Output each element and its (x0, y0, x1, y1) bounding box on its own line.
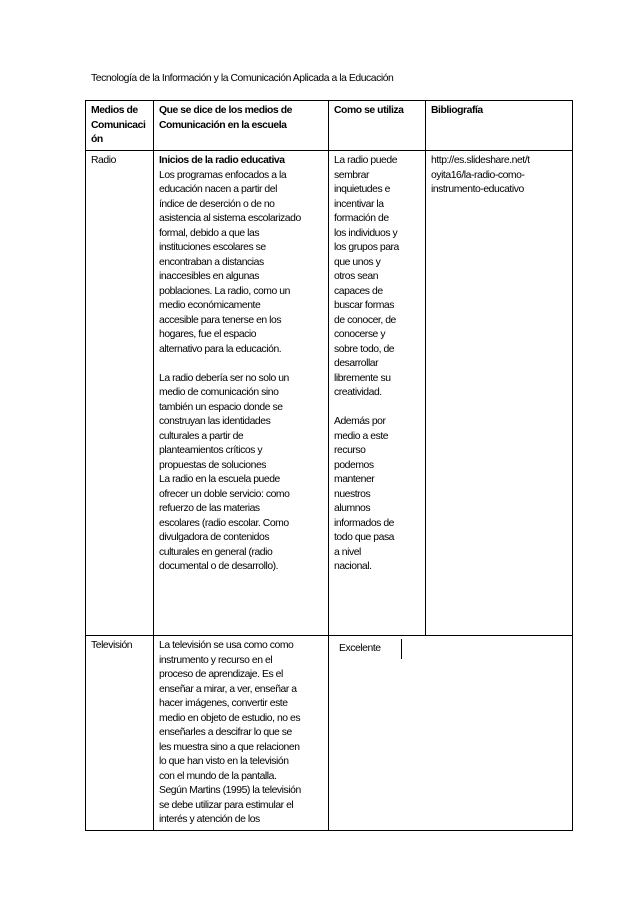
radio-uso-1: La radio puede sembrar inquietudes e incentivar la formación de los individuos y los grupos para que unos y otros sean capaces de buscar formas de conocer, de conocerse y sobre todo, de desarrollar libremente su creatividad. (334, 155, 399, 398)
cell-medio-radio: Radio (86, 151, 154, 636)
header-medios: Medios de Comunicaci ón (86, 101, 154, 151)
television-paragraph-1: La televisión se usa como como instrumento y recurso en el proceso de aprendizaje. Es el enseñar a mirar, a ver, enseñar a hacer imágenes, convertir este medio en objeto de estudio, no es enseñarles a descifrar lo que se les muestra sino a que relacionen lo que han visto en la televisión con el mundo de la pantalla. Según Martins (1995) la televisión se debe utilizar para estimular el interés y atención de los (159, 640, 301, 825)
cell-medio-television: Televisión (86, 636, 154, 831)
header-que-se-dice: Que se dice de los medios de Comunicación en la escuela (154, 101, 329, 151)
header-como-se-utiliza: Como se utiliza (329, 101, 426, 151)
radio-section-title: Inicios de la radio educativa (159, 155, 285, 166)
cell-como-television (329, 636, 573, 831)
cell-que-radio (154, 151, 329, 636)
cell-como-radio (329, 151, 426, 636)
page-heading: Tecnología de la Información y la Comunicación Aplicada a la Educación (91, 73, 394, 84)
radio-paragraph-1: Los programas enfocados a la educación nacen a partir del índice de deserción o de no asistencia al sistema escolarizado formal, debido a que las instituciones escolares se encontraban a distancias inaccesibles en algunas poblaciones. La radio, como un medio económicamente accesible para tenerse en los hogares, fue el espacio alternativo para la educación. (159, 169, 301, 355)
radio-bibliografia-link[interactable]: http://es.slideshare.net/t oyita16/la-radio-como- instrumento-educativo (431, 155, 530, 195)
radio-uso-2: Además por medio a este recurso podemos mantener nuestros alumnos informados de todo que pasa a nivel nacional. (334, 416, 395, 572)
table-header-row (86, 101, 573, 151)
cell-biblio-radio (426, 151, 573, 636)
media-table (85, 100, 573, 831)
television-uso: Excelente (339, 643, 381, 654)
radio-paragraph-2: La radio debería ser no solo un medio de comunicación sino también un espacio donde se construyan las identidades culturales a partir de planteamientos críticos y propuestas de soluciones La radio en la escuela puede ofrecer un doble servicio: como refuerzo de las materias escolares (radio escolar. Como divulgadora de contenidos culturales en general (radio documental o de desarrollo). (159, 372, 290, 572)
cell-que-television (154, 636, 329, 831)
table-row-television (86, 636, 573, 831)
table-row-radio (86, 151, 573, 636)
header-bibliografia: Bibliografía (426, 101, 573, 151)
